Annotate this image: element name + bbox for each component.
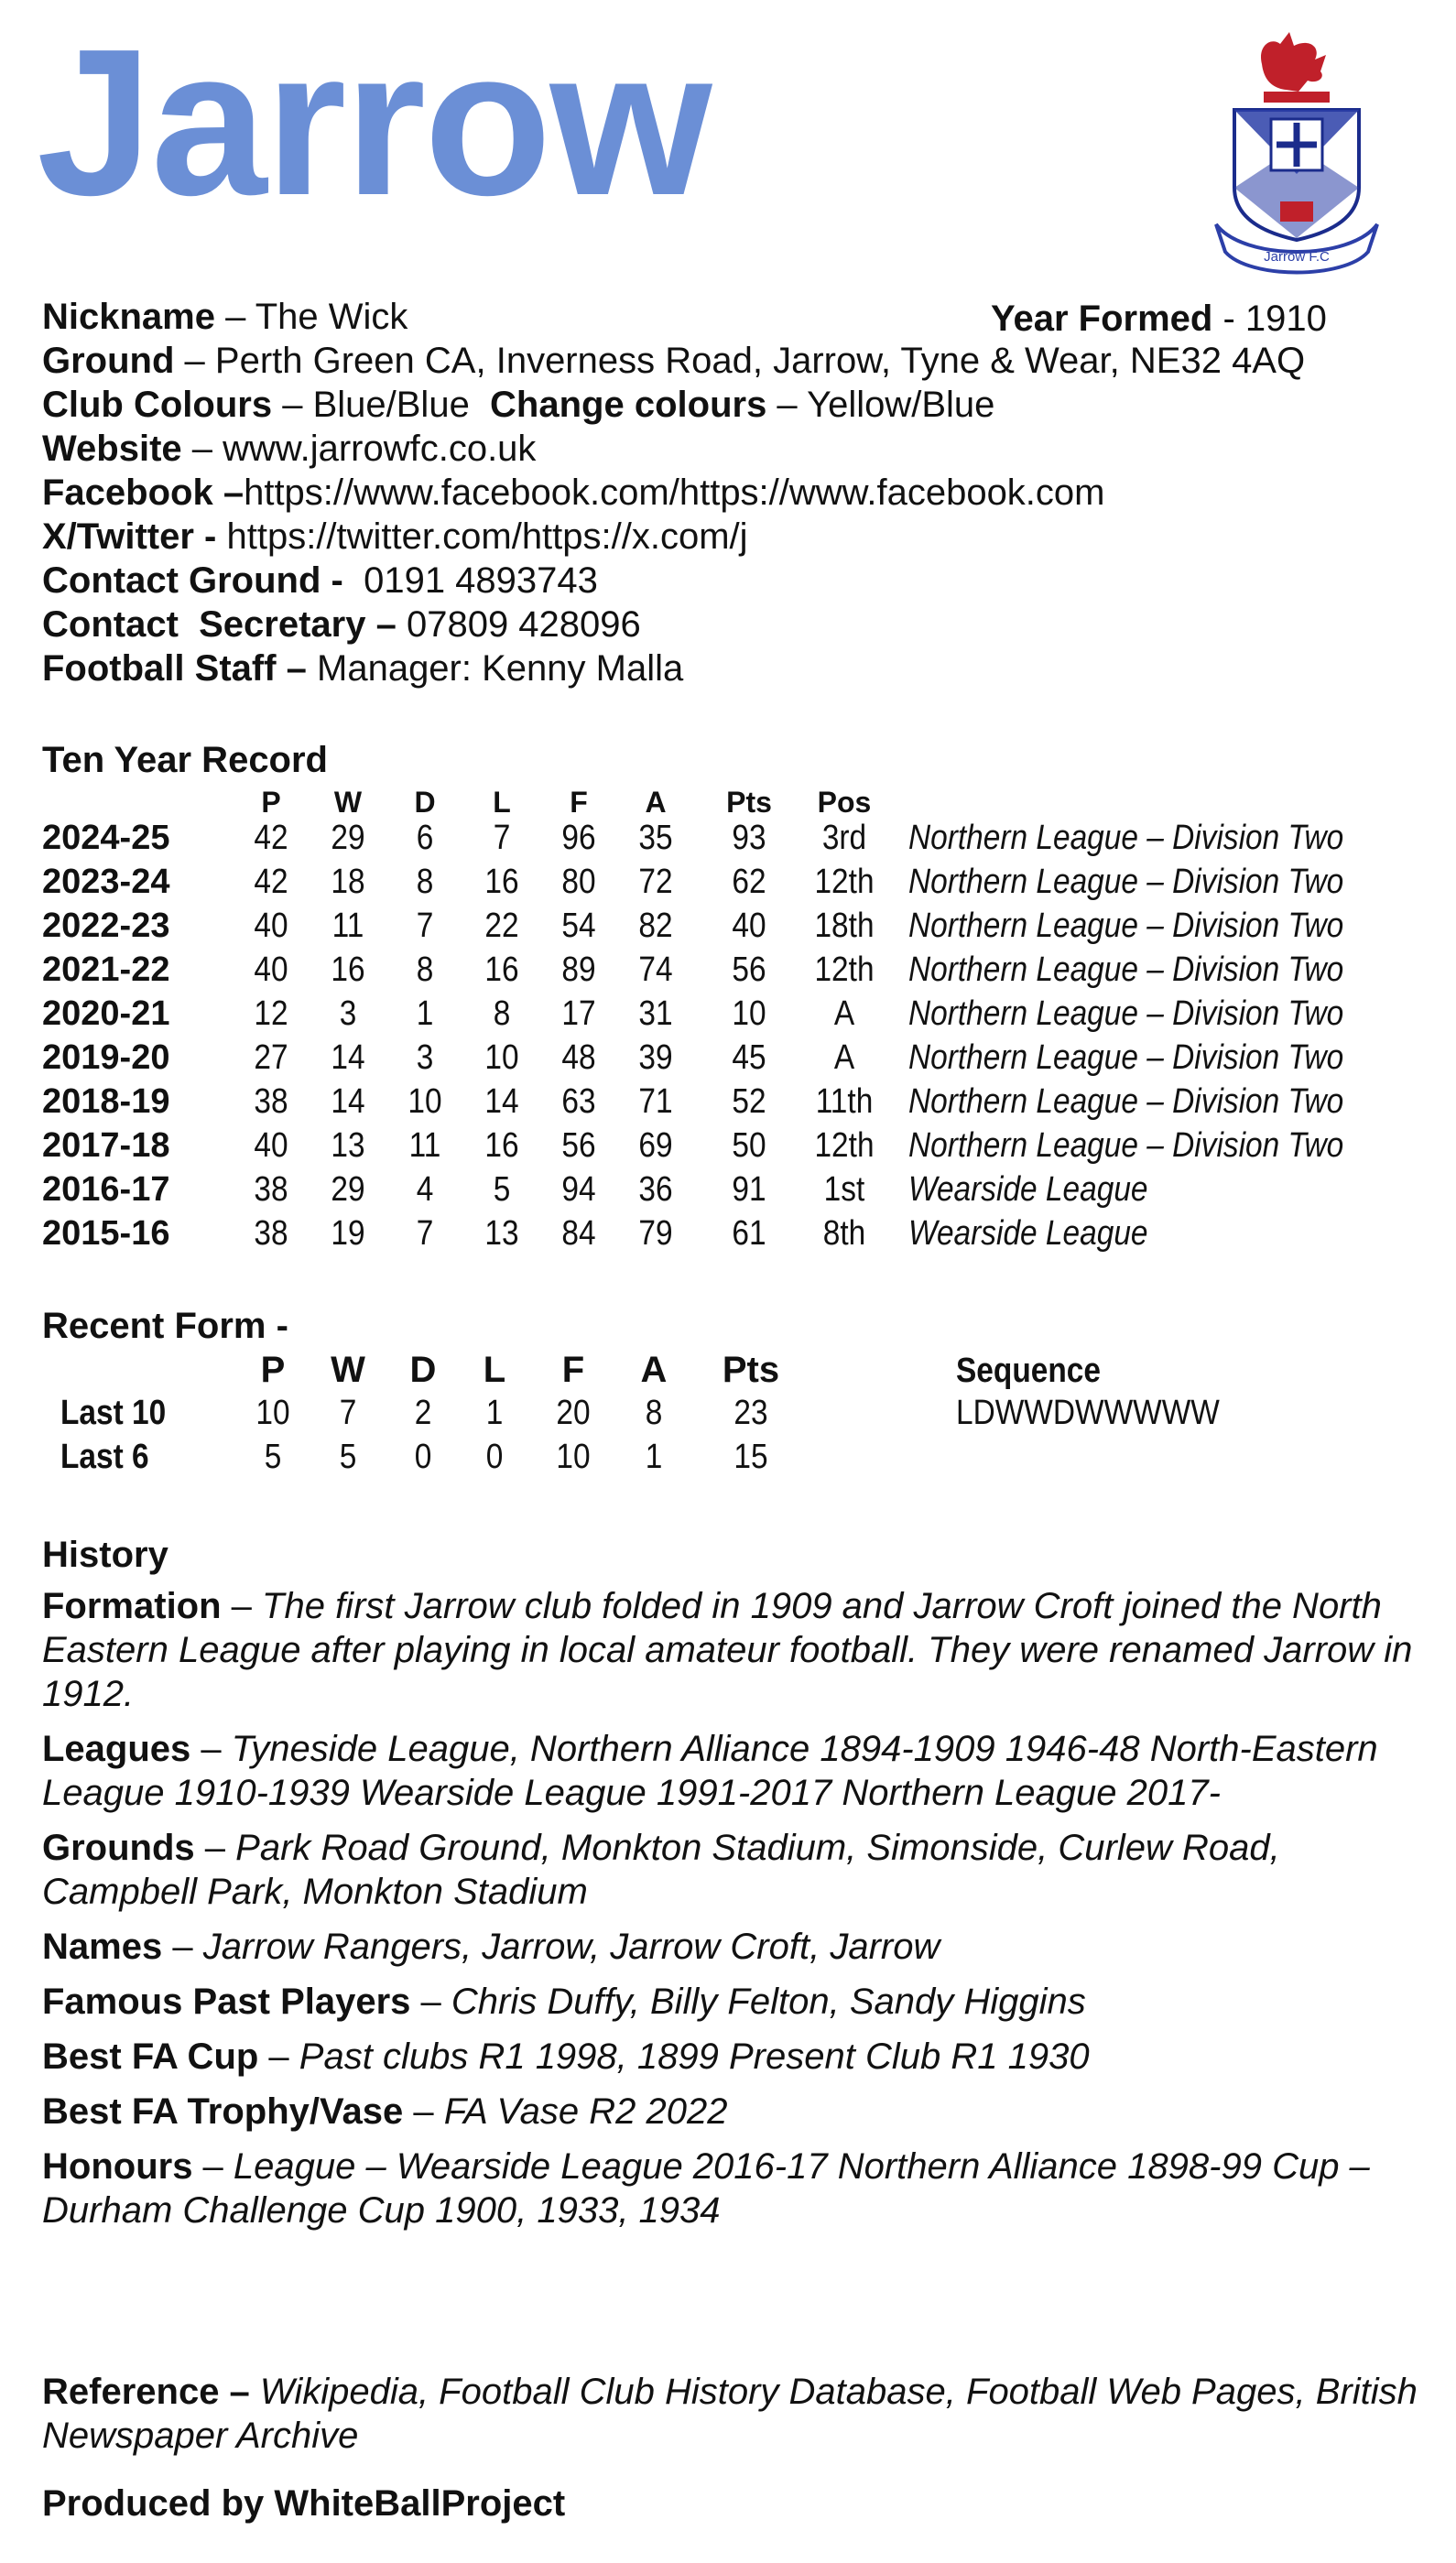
ten-year-cell: 62 — [732, 863, 766, 901]
ten-year-cell: 8 — [416, 950, 434, 989]
league-name: Northern League – Division Two — [908, 1038, 1344, 1077]
history-item — [42, 1727, 1425, 1815]
ten-year-cell: 3rd — [821, 819, 867, 857]
ten-year-cell: 13 — [484, 1214, 519, 1253]
ten-year-cell: 40 — [254, 950, 288, 989]
ten-year-cell: 40 — [732, 907, 766, 945]
ten-year-cell: 54 — [561, 907, 596, 945]
football-staff-line: Football Staff – Manager: Kenny Malla — [42, 648, 684, 689]
recent-form-cell: 23 — [733, 1394, 768, 1432]
history-item-label: Best FA Cup — [42, 2036, 259, 2077]
ten-year-col-header: Pos — [817, 786, 872, 819]
ten-year-cell: 4 — [416, 1170, 434, 1209]
ten-year-cell: 1st — [823, 1170, 865, 1209]
ten-year-heading: Ten Year Record — [42, 740, 328, 780]
ten-year-col-header: L — [493, 786, 511, 819]
form-sequence: LDWWDWWWWW — [956, 1394, 1220, 1432]
history-item-text: The first Jarrow club folded in 1909 and Jarrow Croft joined the North Eastern League after playing in local amateur football. They were renamed Jarrow in 1912. — [42, 1586, 1413, 1714]
ten-year-cell: 38 — [254, 1214, 288, 1253]
history-item-sep: – — [258, 2036, 299, 2077]
ten-year-cell: 14 — [331, 1082, 365, 1121]
history-item-label: Names — [42, 1927, 163, 1967]
form-row-label: Last 10 — [60, 1394, 167, 1432]
recent-form-col-header: L — [483, 1350, 506, 1390]
ten-year-col-header: A — [645, 786, 667, 819]
ten-year-cell: 22 — [484, 907, 519, 945]
ten-year-cell: 7 — [416, 907, 434, 945]
league-name: Wearside League — [908, 1170, 1148, 1209]
ten-year-cell: 31 — [638, 994, 673, 1033]
history-item-label: Grounds — [42, 1828, 195, 1868]
history-item-sep: – — [190, 1729, 232, 1769]
history-item-sep: – — [221, 1586, 263, 1626]
season-label: 2021-22 — [42, 950, 170, 989]
facebook-link[interactable]: https://www.facebook.com/https://www.facebook.com — [244, 472, 1105, 513]
ten-year-cell: 89 — [561, 950, 596, 989]
ten-year-cell: 14 — [331, 1038, 365, 1077]
ten-year-cell: 39 — [638, 1038, 673, 1077]
history-item — [42, 1584, 1425, 1716]
contact-ground-line: Contact Ground - 0191 4893743 — [42, 560, 598, 601]
ten-year-cell: A — [833, 994, 855, 1033]
ten-year-cell: 80 — [561, 863, 596, 901]
recent-form-col-header: P — [260, 1350, 286, 1390]
league-name: Northern League – Division Two — [908, 819, 1344, 857]
recent-form-cell: 2 — [414, 1394, 432, 1432]
history-item — [42, 2090, 1425, 2134]
ten-year-col-header: F — [570, 786, 588, 819]
ten-year-cell: 36 — [638, 1170, 673, 1209]
recent-form-cell: 15 — [733, 1438, 768, 1476]
ten-year-cell: 38 — [254, 1082, 288, 1121]
ten-year-cell: 56 — [561, 1126, 596, 1165]
ten-year-cell: 16 — [484, 1126, 519, 1165]
ten-year-cell: 10 — [732, 994, 766, 1033]
ten-year-cell: 93 — [732, 819, 766, 857]
nickname-line: Nickname – The Wick — [42, 297, 408, 337]
ten-year-cell: 48 — [561, 1038, 596, 1077]
ten-year-cell: 27 — [254, 1038, 288, 1077]
ten-year-cell: 79 — [638, 1214, 673, 1253]
ten-year-cell: 10 — [484, 1038, 519, 1077]
season-label: 2018-19 — [42, 1082, 170, 1121]
ten-year-cell: 1 — [416, 994, 434, 1033]
season-label: 2023-24 — [42, 863, 170, 901]
recent-form-cell: 0 — [414, 1438, 432, 1476]
recent-form-cell: 5 — [264, 1438, 282, 1476]
league-name: Wearside League — [908, 1214, 1148, 1253]
history-item-text: FA Vase R2 2022 — [443, 2091, 728, 2132]
ten-year-cell: 10 — [407, 1082, 442, 1121]
history-item-text: Chris Duffy, Billy Felton, Sandy Higgins — [451, 1982, 1086, 2022]
ten-year-col-header: D — [414, 786, 436, 819]
recent-form-col-header: Pts — [722, 1350, 780, 1390]
ten-year-cell: 38 — [254, 1170, 288, 1209]
ten-year-cell: 11 — [408, 1126, 441, 1165]
history-item — [42, 2145, 1425, 2232]
league-name: Northern League – Division Two — [908, 950, 1344, 989]
league-name: Northern League – Division Two — [908, 863, 1344, 901]
twitter-link[interactable]: https://twitter.com/https://x.com/j — [216, 516, 748, 557]
club-crest-logo — [1207, 27, 1386, 275]
recent-form-cell: 5 — [339, 1438, 357, 1476]
history-item-label: Best FA Trophy/Vase — [42, 2091, 404, 2132]
twitter-line: X/Twitter - https://twitter.com/https://x.com/j — [42, 516, 748, 557]
season-label: 2015-16 — [42, 1214, 170, 1253]
ten-year-cell: 18th — [814, 907, 875, 945]
history-item-sep: – — [410, 1982, 451, 2022]
sequence-header: Sequence — [956, 1352, 1101, 1390]
history-item-label: Formation — [42, 1586, 222, 1626]
ten-year-cell: 16 — [484, 950, 519, 989]
ten-year-cell: 7 — [416, 1214, 434, 1253]
history-item — [42, 1925, 1425, 1969]
ten-year-cell: 19 — [331, 1214, 365, 1253]
ten-year-cell: 8 — [416, 863, 434, 901]
ten-year-cell: 52 — [732, 1082, 766, 1121]
history-item-text: League – Wearside League 2016-17 Northern Alliance 1898-99 Cup – Durham Challenge Cup 1900, 1933, 1934 — [42, 2146, 1370, 2231]
history-item-label: Leagues — [42, 1729, 191, 1769]
ten-year-cell: 3 — [416, 1038, 434, 1077]
ten-year-cell: 13 — [331, 1126, 365, 1165]
league-name: Northern League – Division Two — [908, 907, 1344, 945]
reference-paragraph: Reference – Wikipedia, Football Club History Database, Football Web Pages, British Newspaper Archive — [42, 2372, 1418, 2456]
history-item-label: Honours — [42, 2146, 193, 2187]
ten-year-cell: 40 — [254, 1126, 288, 1165]
ten-year-cell: 35 — [638, 819, 673, 857]
ten-year-cell: 5 — [493, 1170, 511, 1209]
ten-year-col-header: W — [333, 786, 363, 819]
recent-form-col-header: D — [409, 1350, 437, 1390]
ten-year-cell: 71 — [638, 1082, 673, 1121]
ten-year-cell: 12th — [814, 1126, 875, 1165]
recent-form-cell: 7 — [339, 1394, 357, 1432]
history-item-sep: – — [192, 2146, 234, 2187]
colours-line: Club Colours – Blue/Blue Change colours – Yellow/Blue — [42, 385, 995, 425]
history-item-text: Jarrow Rangers, Jarrow, Jarrow Croft, Jarrow — [202, 1927, 940, 1967]
contact-secretary-line: Contact Secretary – 07809 428096 — [42, 604, 641, 645]
ten-year-cell: 45 — [732, 1038, 766, 1077]
ten-year-cell: 42 — [254, 819, 288, 857]
ten-year-cell: 91 — [732, 1170, 766, 1209]
recent-form-cell: 10 — [556, 1438, 591, 1476]
history-item — [42, 1980, 1425, 2024]
season-label: 2017-18 — [42, 1126, 170, 1165]
season-label: 2016-17 — [42, 1170, 170, 1209]
year-formed-value: 1910 — [1244, 299, 1327, 339]
dragon-icon — [1261, 32, 1326, 92]
ten-year-cell: 3 — [339, 994, 357, 1033]
recent-form-heading: Recent Form - — [42, 1306, 288, 1346]
ten-year-cell: 69 — [638, 1126, 673, 1165]
league-name: Northern League – Division Two — [908, 994, 1344, 1033]
ten-year-cell: 8th — [822, 1214, 866, 1253]
ten-year-cell: A — [833, 1038, 855, 1077]
ten-year-cell: 6 — [416, 819, 434, 857]
ten-year-col-header: Pts — [726, 786, 772, 819]
recent-form-cell: 0 — [485, 1438, 504, 1476]
ten-year-cell: 72 — [638, 863, 673, 901]
ten-year-cell: 8 — [493, 994, 511, 1033]
history-heading: History — [42, 1535, 168, 1575]
ten-year-cell: 56 — [732, 950, 766, 989]
history-item-sep: – — [194, 1828, 236, 1868]
history-item-text: Past clubs R1 1998, 1899 Present Club R1 1930 — [299, 2036, 1090, 2077]
ten-year-cell: 12th — [814, 950, 875, 989]
recent-form-cell: 1 — [485, 1394, 504, 1432]
nickname-value: The Wick — [255, 297, 408, 337]
recent-form-cell: 1 — [645, 1438, 663, 1476]
league-name: Northern League – Division Two — [908, 1126, 1344, 1165]
ground-line: Ground – Perth Green CA, Inverness Road, Jarrow, Tyne & Wear, NE32 4AQ — [42, 341, 1306, 381]
history-item-text: Park Road Ground, Monkton Stadium, Simonside, Curlew Road, Campbell Park, Monkton Stadium — [42, 1828, 1280, 1912]
ten-year-cell: 50 — [732, 1126, 766, 1165]
ten-year-cell: 63 — [561, 1082, 596, 1121]
ten-year-cell: 96 — [561, 819, 596, 857]
year-formed-line: Year Formed - 1910 — [991, 299, 1327, 339]
recent-form-cell: 10 — [255, 1394, 290, 1432]
history-item-sep: – — [403, 2091, 444, 2132]
ten-year-cell: 12 — [254, 994, 288, 1033]
ten-year-cell: 11 — [331, 907, 364, 945]
ten-year-cell: 29 — [331, 819, 365, 857]
ten-year-cell: 84 — [561, 1214, 596, 1253]
ten-year-cell: 94 — [561, 1170, 596, 1209]
recent-form-cell: 20 — [556, 1394, 591, 1432]
history-item-sep: – — [162, 1927, 203, 1967]
history-item-label: Famous Past Players — [42, 1982, 411, 2022]
recent-form-col-header: F — [561, 1350, 585, 1390]
season-label: 2019-20 — [42, 1038, 170, 1077]
ten-year-cell: 12th — [814, 863, 875, 901]
history-item — [42, 2035, 1425, 2079]
ten-year-cell: 29 — [331, 1170, 365, 1209]
ten-year-col-header: P — [261, 786, 281, 819]
ten-year-cell: 18 — [331, 863, 365, 901]
ten-year-cell: 61 — [732, 1214, 766, 1253]
ten-year-cell: 82 — [638, 907, 673, 945]
website-line: Website – www.jarrowfc.co.uk — [42, 429, 537, 469]
form-row-label: Last 6 — [60, 1438, 149, 1476]
website-link[interactable]: www.jarrowfc.co.uk — [223, 429, 537, 469]
ten-year-cell: 74 — [638, 950, 673, 989]
ten-year-cell: 17 — [561, 994, 596, 1033]
recent-form-col-header: W — [331, 1350, 365, 1390]
season-label: 2024-25 — [42, 819, 170, 857]
facebook-line: Facebook –https://www.facebook.com/https://www.facebook.com — [42, 472, 1105, 513]
produced-by: Produced by WhiteBallProject — [42, 2483, 566, 2524]
ten-year-cell: 11th — [815, 1082, 874, 1121]
page-title: Jarrow — [37, 6, 711, 239]
season-label: 2020-21 — [42, 994, 170, 1033]
recent-form-cell: 8 — [645, 1394, 663, 1432]
ten-year-cell: 16 — [331, 950, 365, 989]
ten-year-cell: 40 — [254, 907, 288, 945]
history-item — [42, 1826, 1425, 1914]
recent-form-col-header: A — [640, 1350, 668, 1390]
crest-text: Jarrow F.C — [1264, 249, 1330, 265]
ten-year-cell: 16 — [484, 863, 519, 901]
league-name: Northern League – Division Two — [908, 1082, 1344, 1121]
ten-year-cell: 42 — [254, 863, 288, 901]
ten-year-cell: 7 — [493, 819, 511, 857]
ten-year-cell: 14 — [484, 1082, 519, 1121]
history-item-text: Tyneside League, Northern Alliance 1894-1909 1946-48 North-Eastern League 1910-1939 Wearside League 1991-2017 Northern League 2017- — [42, 1729, 1378, 1813]
season-label: 2022-23 — [42, 907, 170, 945]
